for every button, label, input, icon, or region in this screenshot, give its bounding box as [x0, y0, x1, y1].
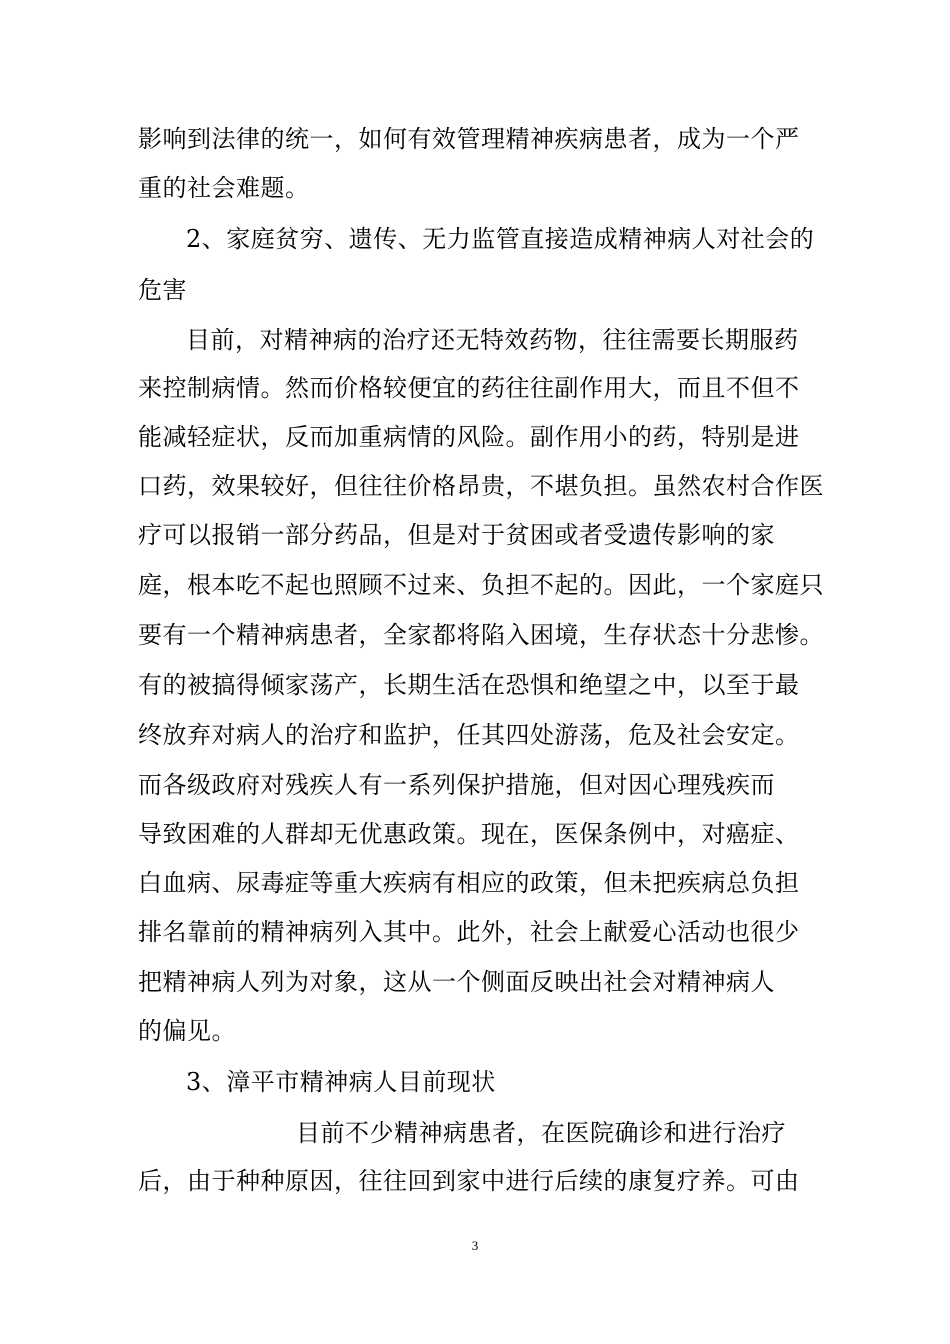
text-line: 能减轻症状，反而加重病情的风险。副作用小的药，特别是进 [138, 423, 800, 451]
page-number: 3 [471, 1238, 479, 1253]
text-line: 终放弃对病人的治疗和监护，任其四处游荡，危及社会安定。 [138, 721, 800, 749]
text-line: 的偏见。 [138, 1017, 236, 1045]
text-line: 影响到法律的统一，如何有效管理精神疾病患者，成为一个严 [138, 125, 800, 153]
text-line: 有的被搞得倾家荡产，长期生活在恐惧和绝望之中，以至于最 [138, 671, 800, 699]
text-line: 后，由于种种原因，往往回到家中进行后续的康复疗养。可由 [138, 1167, 800, 1195]
text-line: 来控制病情。然而价格较便宜的药往往副作用大，而且不但不 [138, 374, 800, 402]
text-line: 重的社会难题。 [138, 174, 310, 202]
text-line: 白血病、尿毒症等重大疾病有相应的政策，但未把疾病总负担 [138, 869, 800, 897]
text-line: 要有一个精神病患者，全家都将陷入困境，生存状态十分悲惨。 [138, 621, 824, 649]
text-line: 把精神病人列为对象，这从一个侧面反映出社会对精神病人 [138, 968, 775, 996]
text-line: 排名靠前的精神病列入其中。此外，社会上献爱心活动也很少 [138, 918, 800, 946]
text-line: 疗可以报销一部分药品，但是对于贫困或者受遗传影响的家 [138, 521, 775, 549]
section-heading: 3、漳平市精神病人目前现状 [186, 1068, 496, 1096]
text-line: 目前不少精神病患者，在医院确诊和进行治疗 [296, 1119, 786, 1147]
text-line: 目前，对精神病的治疗还无特效药物，往往需要长期服药 [186, 326, 799, 354]
section-heading: 2、家庭贫穷、遗传、无力监管直接造成精神病人对社会的 [186, 225, 815, 253]
text-line: 而各级政府对残疾人有一系列保护措施，但对因心理残疾而 [138, 771, 775, 799]
text-line: 导致困难的人群却无优惠政策。现在，医保条例中，对癌症、 [138, 820, 800, 848]
text-line: 口药，效果较好，但往往价格昂贵，不堪负担。虽然农村合作医 [138, 472, 824, 500]
text-line: 庭，根本吃不起也照顾不过来、负担不起的。因此，一个家庭只 [138, 571, 824, 599]
section-heading: 危害 [138, 276, 187, 304]
